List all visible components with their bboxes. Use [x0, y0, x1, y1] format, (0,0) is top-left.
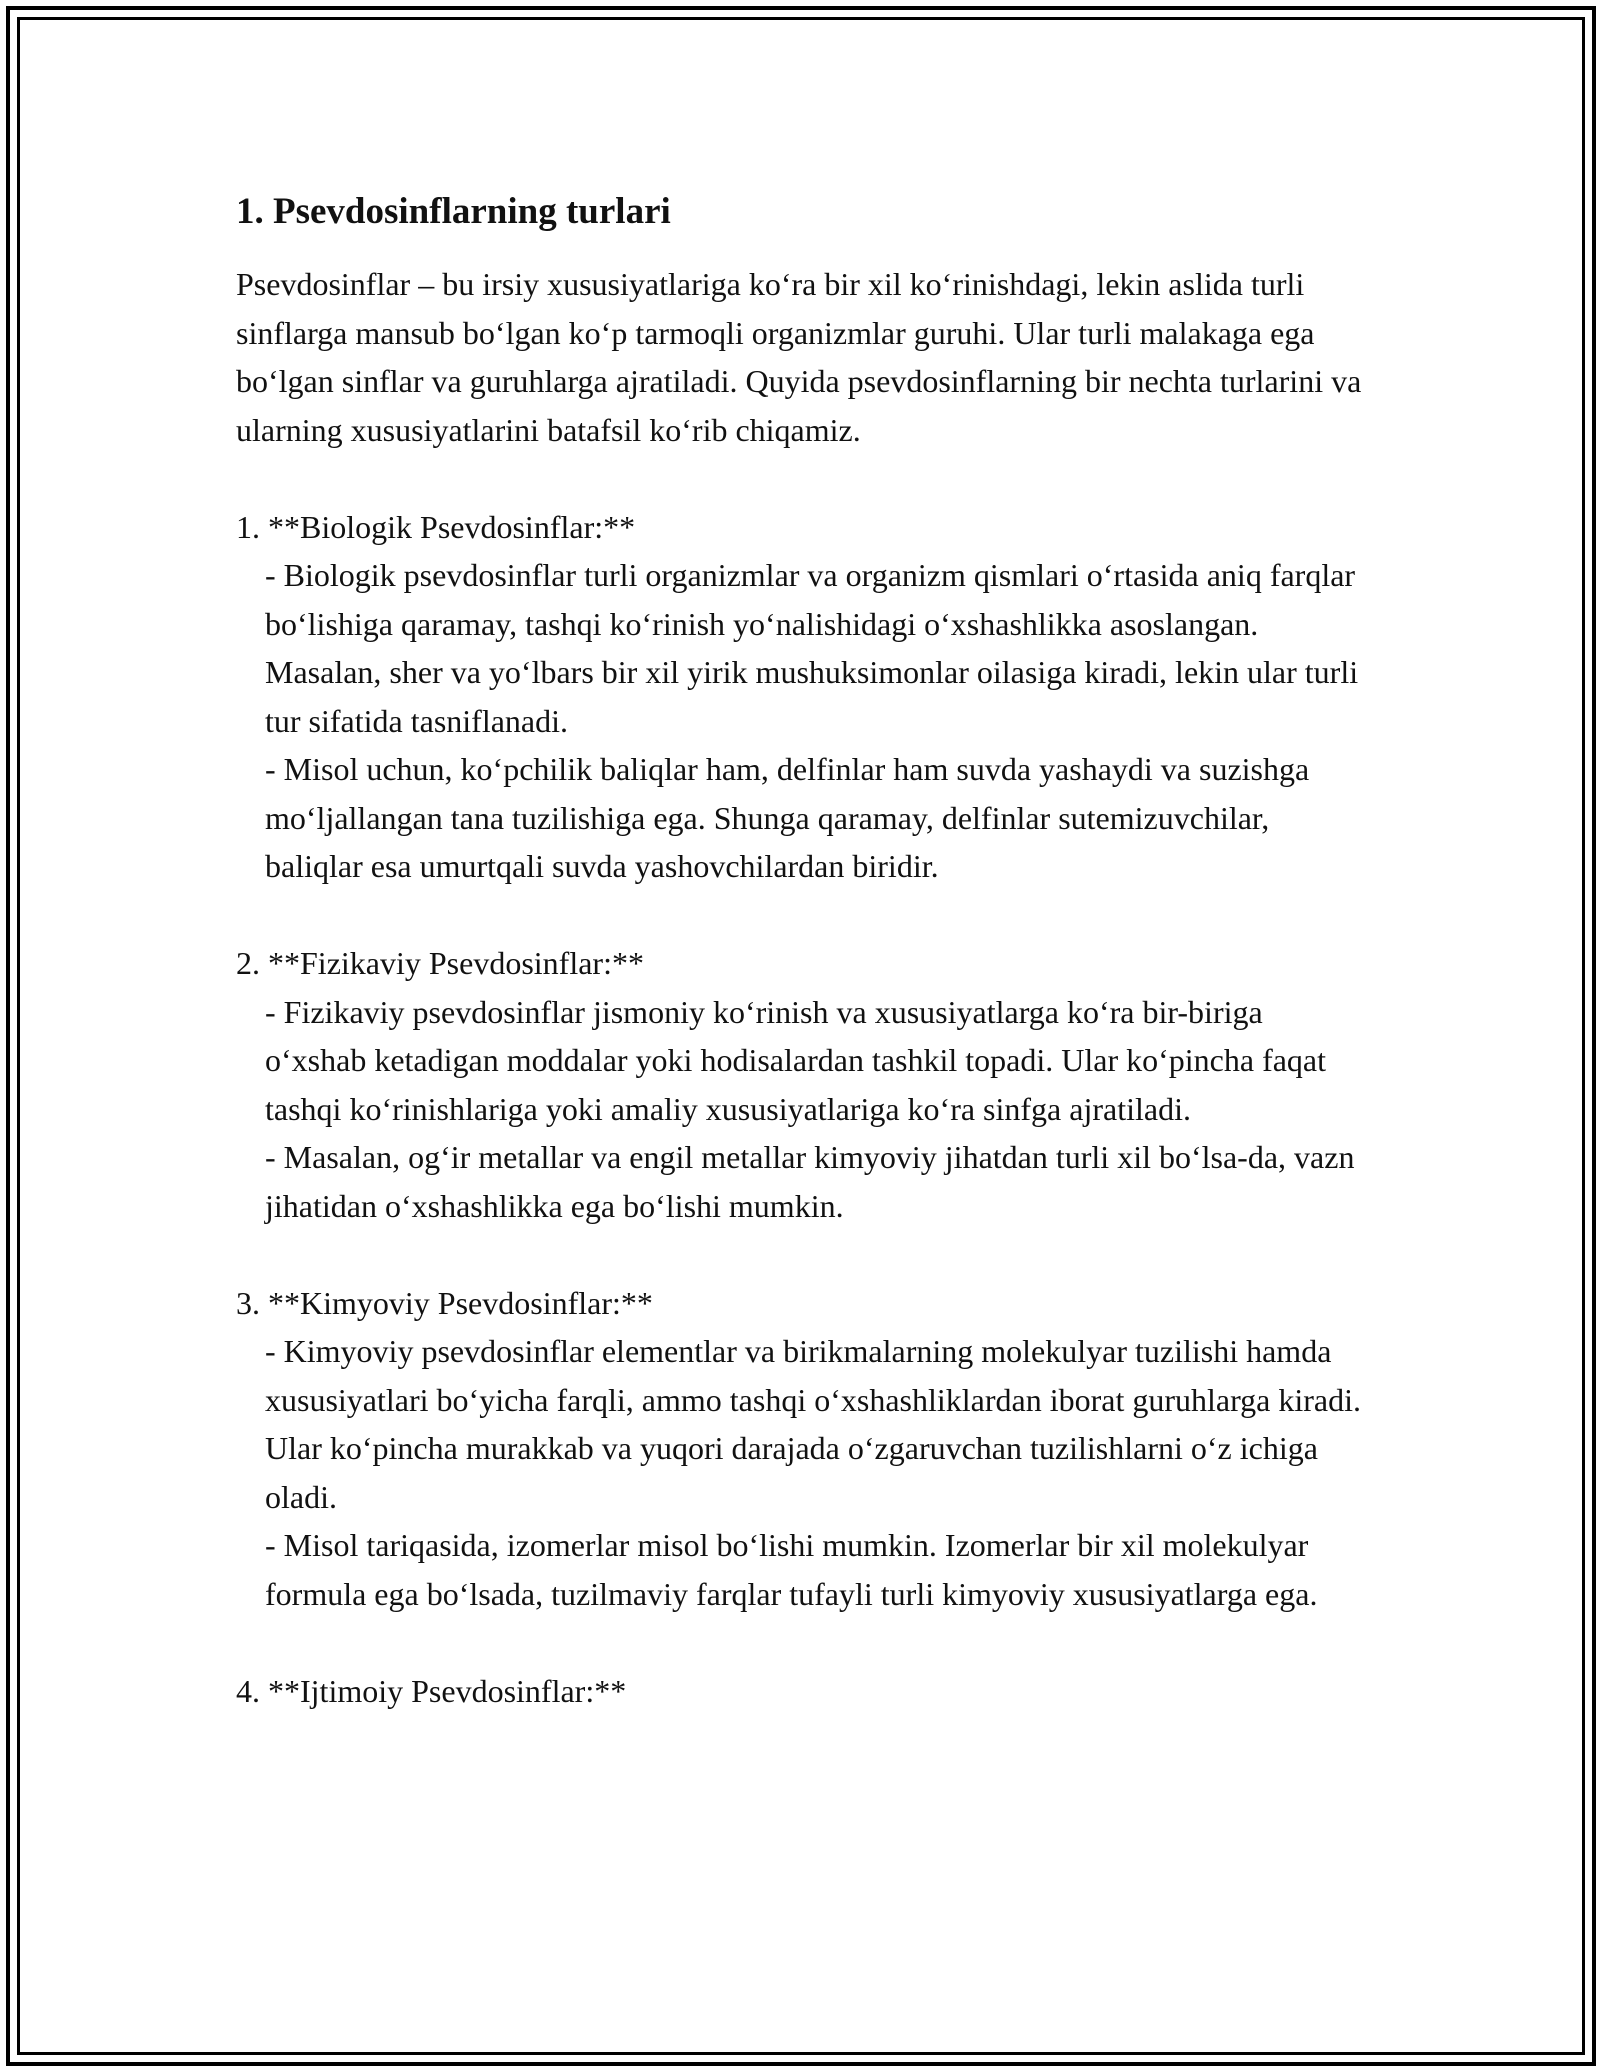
document-body	[236, 188, 1366, 1715]
paragraph-gap	[236, 891, 1366, 940]
intro-paragraph: Psevdosinflar – bu irsiy xususiyatlariga koʻra bir xil koʻrinishdagi, lekin aslida turli sinflarga mansub boʻlgan koʻp tarmoqli organizmlar guruhi. Ular turli malakaga ega boʻlgan sinflar va guruhlarga ajratiladi. Quyida psevdosinflarning bir nechta turlarini va ularning xususiyatlarini batafsil koʻrib chiqamiz.	[236, 266, 1362, 448]
section-title-social: 4. **Ijtimoiy Psevdosinflar:**	[236, 1672, 627, 1709]
bullet-biological-2: - Misol uchun, koʻpchilik baliqlar ham, delfinlar ham suvda yashaydi va suzishga moʻljallangan tana tuzilishiga ega. Shunga qaramay, delfinlar sutemizuvchilar, baliqlar esa umurtqali suvda yashovchilardan biridir.	[265, 751, 1310, 884]
paragraph-gap	[236, 1618, 1366, 1667]
page-title: 1. Psevdosinflarning turlari	[236, 191, 671, 232]
bullet-physical-2: - Masalan, ogʻir metallar va engil metallar kimyoviy jihatdan turli xil boʻlsa-da, vazn jihatidan oʻxshashlikka ega boʻlishi mumkin.	[265, 1139, 1355, 1224]
section-title-physical: 2. **Fizikaviy Psevdosinflar:**	[236, 945, 644, 981]
paragraph-gap	[236, 1230, 1366, 1279]
bullet-chemical-1: - Kimyoviy psevdosinflar elementlar va birikmalarning molekulyar tuzilishi hamda xususiyatlari boʻyicha farqli, ammo tashqi oʻxshashliklardan iborat guruhlarga kiradi. Ular koʻpincha murakkab va yuqori darajada oʻzgaruvchan tuzilishlarni oʻz ichiga oladi.	[265, 1333, 1362, 1515]
bullet-physical-1: - Fizikaviy psevdosinflar jismoniy koʻrinish va xususiyatlarga koʻra bir-biriga oʻxshab ketadigan moddalar yoki hodisalardan tashkil topadi. Ular koʻpincha faqat tashqi koʻrinishlariga yoki amaliy xususiyatlariga koʻra sinfga ajratiladi.	[265, 993, 1327, 1127]
bullet-biological-1: - Biologik psevdosinflar turli organizmlar va organizm qismlari oʻrtasida aniq farqlar boʻlishiga qaramay, tashqi koʻrinish yoʻnalishidagi oʻxshashlikka asoslangan. Masalan, sher va yoʻlbars bir xil yirik mushuksimonlar oilasiga kiradi, lekin ular turli tur sifatida tasniflanadi.	[265, 557, 1359, 739]
paragraph-gap	[236, 454, 1366, 503]
section-title-chemical: 3. **Kimyoviy Psevdosinflar:**	[236, 1284, 653, 1321]
bullet-chemical-2: - Misol tariqasida, izomerlar misol boʻlishi mumkin. Izomerlar bir xil molekulyar formula ega boʻlsada, tuzilmaviy farqlar tufayli turli kimyoviy xususiyatlarga ega.	[265, 1527, 1318, 1612]
section-title-biological: 1. **Biologik Psevdosinflar:**	[236, 508, 636, 545]
